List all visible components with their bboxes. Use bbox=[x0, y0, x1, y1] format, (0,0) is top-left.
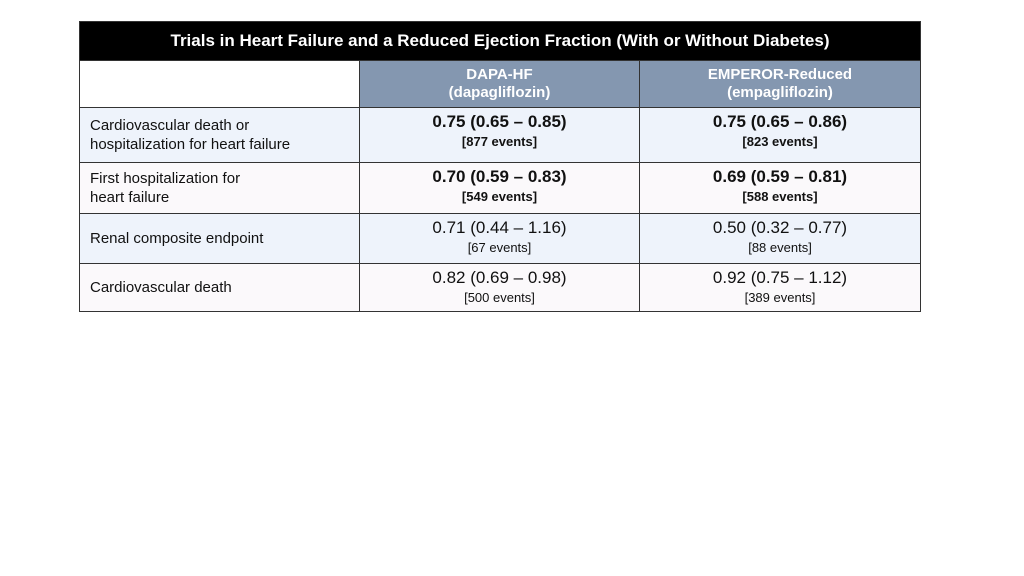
header-empty-cell bbox=[80, 61, 360, 108]
row-label-line: hospitalization for heart failure bbox=[90, 136, 291, 153]
event-count: [823 events] bbox=[742, 134, 818, 149]
emperor-reduced-result bbox=[640, 264, 921, 312]
row-label-line: Cardiovascular death or bbox=[90, 117, 250, 134]
row-label bbox=[80, 214, 360, 264]
dapa-hf-result bbox=[360, 214, 640, 264]
trial-name: DAPA-HF bbox=[466, 66, 533, 83]
dapa-hf-result bbox=[360, 108, 640, 163]
row-label bbox=[80, 264, 360, 312]
column-header-emperor-reduced bbox=[640, 61, 921, 108]
event-count: [389 events] bbox=[744, 290, 816, 305]
dapa-hf-result bbox=[360, 163, 640, 214]
event-count: [549 events] bbox=[461, 189, 538, 204]
hazard-ratio: 0.71 (0.44 – 1.16) bbox=[432, 218, 567, 237]
event-count: [88 events] bbox=[748, 240, 812, 255]
table-row bbox=[80, 264, 921, 312]
event-count: [877 events] bbox=[461, 134, 538, 149]
emperor-reduced-result bbox=[640, 214, 921, 264]
column-header-dapa-hf bbox=[360, 61, 640, 108]
hazard-ratio: 0.75 (0.65 – 0.86) bbox=[712, 112, 848, 131]
row-label-line: Cardiovascular death bbox=[90, 279, 232, 296]
table-title: Trials in Heart Failure and a Reduced Ejection Fraction (With or Without Diabetes) bbox=[80, 22, 921, 61]
hazard-ratio: 0.69 (0.59 – 0.81) bbox=[712, 167, 848, 186]
hazard-ratio: 0.50 (0.32 – 0.77) bbox=[712, 218, 848, 237]
hazard-ratio: 0.75 (0.65 – 0.85) bbox=[432, 112, 567, 131]
trials-table bbox=[79, 21, 921, 312]
hazard-ratio: 0.70 (0.59 – 0.83) bbox=[432, 167, 567, 186]
table-row bbox=[80, 108, 921, 163]
event-count: [588 events] bbox=[742, 189, 818, 204]
table-row bbox=[80, 163, 921, 214]
table-row bbox=[80, 214, 921, 264]
hazard-ratio: 0.82 (0.69 – 0.98) bbox=[432, 268, 567, 287]
hazard-ratio: 0.92 (0.75 – 1.12) bbox=[712, 268, 848, 287]
trial-name: EMPEROR-Reduced bbox=[707, 66, 853, 83]
trial-drug: (empagliflozin) bbox=[727, 84, 833, 101]
emperor-reduced-result bbox=[640, 163, 921, 214]
row-label-line: First hospitalization for bbox=[90, 170, 241, 187]
event-count: [500 events] bbox=[464, 290, 535, 305]
row-label-line: heart failure bbox=[90, 189, 170, 206]
row-label bbox=[80, 163, 360, 214]
trial-drug: (dapagliflozin) bbox=[448, 84, 551, 101]
dapa-hf-result bbox=[360, 264, 640, 312]
row-label-line: Renal composite endpoint bbox=[90, 230, 264, 247]
event-count: [67 events] bbox=[467, 240, 532, 255]
emperor-reduced-result bbox=[640, 108, 921, 163]
row-label bbox=[80, 108, 360, 163]
